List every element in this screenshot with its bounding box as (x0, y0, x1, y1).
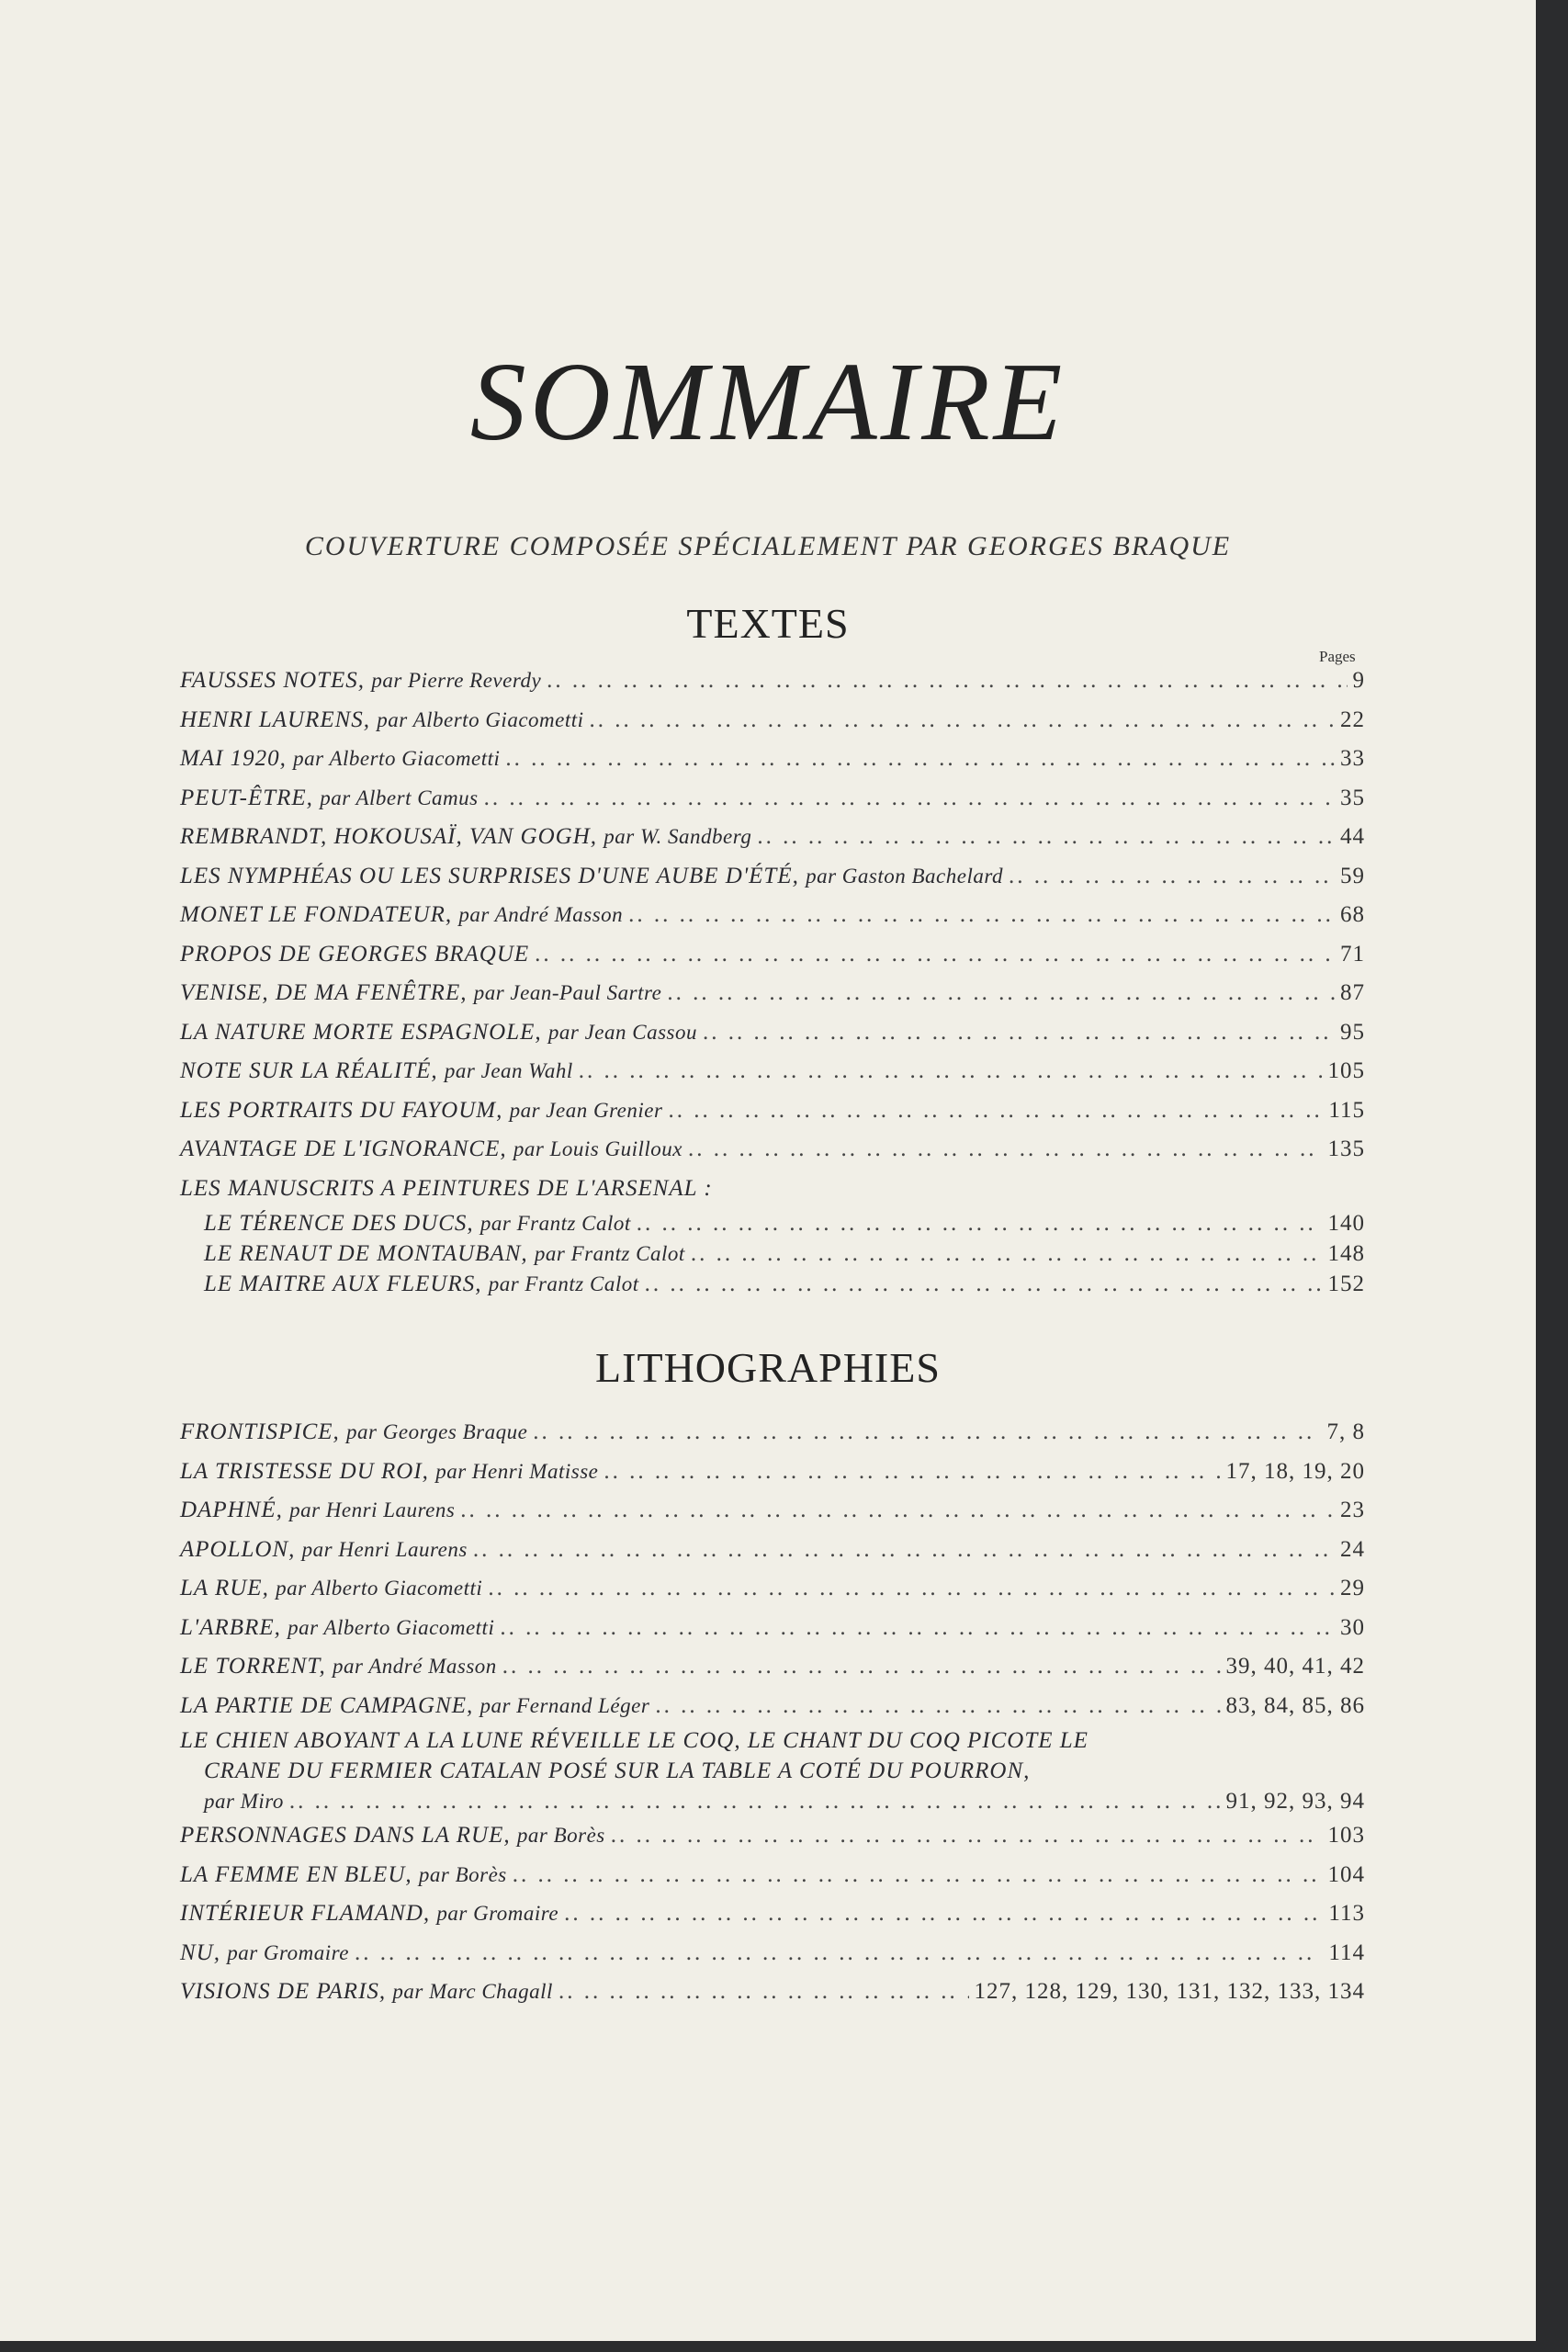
entry-title: AVANTAGE DE L'IGNORANCE, (180, 1136, 507, 1161)
dot-leader (488, 1569, 1335, 1609)
entry-author: par Henri Laurens (301, 1537, 468, 1561)
entry-page: 104 (1327, 1861, 1365, 1887)
entry-author: par André Masson (458, 903, 624, 926)
entry-title: PEUT-ÊTRE, (180, 785, 313, 810)
entry-author: par Frantz Calot (534, 1241, 685, 1265)
dot-leader (505, 740, 1335, 779)
entry-author: par Pierre Reverdy (371, 669, 542, 692)
dot-leader (611, 1816, 1323, 1856)
entry-author: par Frantz Calot (479, 1211, 631, 1235)
entry-title: LA NATURE MORTE ESPAGNOLE, (180, 1019, 542, 1045)
toc-entry (180, 818, 1365, 857)
entry-title: DAPHNÉ, (180, 1498, 283, 1522)
entry-author: par Gromaire (227, 1940, 349, 1964)
dot-leader (688, 1130, 1323, 1170)
entry-page: 115 (1328, 1097, 1365, 1123)
dot-leader (513, 1856, 1323, 1895)
dot-leader (579, 1052, 1323, 1091)
dot-leader (628, 896, 1335, 935)
toc-entry (180, 1609, 1365, 1648)
entry-author: par Jean Cassou (547, 1020, 697, 1044)
toc-entry (180, 896, 1365, 935)
entry-author: par Alberto Giacometti (377, 707, 584, 731)
lithographies-list (180, 1413, 1365, 2012)
toc-entry (180, 1687, 1365, 1726)
entry-author: par Henri Laurens (289, 1498, 456, 1521)
entry-author: par Albert Camus (320, 786, 479, 809)
entry-author: par Jean Grenier (509, 1098, 663, 1122)
entry-page: 103 (1327, 1823, 1365, 1848)
toc-entry (180, 740, 1365, 779)
entry-author: par Miro (204, 1790, 284, 1813)
entry-page: 91, 92, 93, 94 (1225, 1789, 1365, 1814)
entry-page: 35 (1340, 785, 1365, 810)
entry-author: par Gromaire (436, 1902, 559, 1925)
entry-author: par Jean Wahl (444, 1059, 573, 1082)
entry-title: VISIONS DE PARIS, (180, 1979, 387, 2004)
entry-author: par Henri Matisse (435, 1459, 599, 1483)
entry-title: LES NYMPHÉAS OU LES SURPRISES D'UNE AUBE D'ÉTÉ, (180, 863, 799, 888)
entry-title: LA RUE, (180, 1576, 269, 1600)
entry-title: LE TORRENT, (180, 1654, 326, 1679)
entry-author: par Borès (418, 1862, 507, 1886)
entry-page: 114 (1328, 1939, 1365, 1965)
entry-author: par Fernand Léger (479, 1693, 650, 1717)
toc-group-title (180, 1170, 1365, 1208)
entry-page: 29 (1340, 1576, 1365, 1600)
dot-leader (757, 818, 1335, 857)
entry-author: par Jean-Paul Sartre (473, 981, 662, 1004)
entry-page: 30 (1340, 1614, 1365, 1640)
entry-page: 23 (1340, 1498, 1365, 1522)
cover-credit: COUVERTURE COMPOSÉE SPÉCIALEMENT PAR GEORGES BRAQUE (304, 531, 1232, 561)
entry-title: FRONTISPICE, (180, 1419, 340, 1444)
toc-entry (180, 662, 1365, 701)
group-title: LES MANUSCRITS A PEINTURES DE L'ARSENAL : (180, 1175, 713, 1201)
entry-author: par Frantz Calot (488, 1272, 639, 1295)
entry-page: 22 (1340, 707, 1365, 732)
entry-page: 127, 128, 129, 130, 131, 132, 133, 134 (974, 1979, 1365, 2004)
dot-leader (484, 779, 1335, 819)
entry-title: REMBRANDT, HOKOUSAÏ, VAN GOGH, (180, 824, 598, 849)
entry-page: 87 (1340, 980, 1365, 1005)
entry-title: MAI 1920, (180, 746, 287, 771)
entry-title: NOTE SUR LA RÉALITÉ, (180, 1058, 438, 1083)
entry-title: PERSONNAGES DANS LA RUE, (180, 1823, 511, 1848)
toc-entry (180, 1816, 1365, 1856)
entry-page: 39, 40, 41, 42 (1225, 1654, 1365, 1679)
dot-leader (355, 1934, 1323, 1973)
dot-leader (502, 1647, 1221, 1687)
entry-author: par Alberto Giacometti (288, 1615, 495, 1639)
entry-author: par W. Sandberg (604, 825, 752, 848)
dot-leader (667, 974, 1335, 1013)
dot-leader (691, 1238, 1323, 1269)
entry-author: par Alberto Giacometti (276, 1577, 483, 1600)
entry-title: LE MAITRE AUX FLEURS, (204, 1271, 482, 1296)
entry-page: 9 (1352, 668, 1365, 693)
toc-entry (180, 1052, 1365, 1091)
textes-heading: TEXTES (686, 600, 850, 647)
entry-title: APOLLON, (180, 1536, 296, 1562)
entry-page: 44 (1340, 824, 1365, 849)
entry-title: PROPOS DE GEORGES BRAQUE (180, 941, 530, 967)
toc-entry (180, 1934, 1365, 1973)
dot-leader (655, 1687, 1220, 1726)
dot-leader (533, 1413, 1321, 1453)
dot-leader (604, 1453, 1220, 1492)
entry-author: par Gaston Bachelard (806, 864, 1003, 888)
entry-author: par André Masson (332, 1655, 497, 1678)
dot-leader (703, 1013, 1335, 1053)
entry-page: 24 (1340, 1536, 1365, 1562)
toc-entry (180, 1786, 1365, 1816)
entry-title: VENISE, DE MA FENÊTRE, (180, 980, 468, 1005)
toc-entry (180, 1238, 1365, 1269)
dot-leader (535, 935, 1335, 975)
entry-title: LE RENAUT DE MONTAUBAN, (204, 1240, 528, 1266)
entry-title: MONET LE FONDATEUR, (180, 902, 453, 927)
toc-entry (180, 1208, 1365, 1238)
toc-entry (180, 1269, 1365, 1299)
dot-leader (547, 662, 1347, 701)
entry-page: 148 (1327, 1240, 1365, 1266)
dot-leader (668, 1091, 1323, 1131)
dot-leader (564, 1894, 1323, 1934)
toc-entry (180, 935, 1365, 975)
toc-entry (180, 701, 1365, 741)
toc-entry-multiline (180, 1725, 1365, 1816)
entry-author: par Louis Guilloux (513, 1137, 682, 1160)
dot-leader (590, 701, 1335, 741)
entry-page: 33 (1340, 746, 1365, 771)
pages-column-label: Pages (1319, 648, 1356, 665)
toc-entry (180, 857, 1365, 897)
entry-title: LA FEMME EN BLEU, (180, 1861, 412, 1887)
entry-page: 71 (1340, 941, 1365, 967)
entry-title: LA PARTIE DE CAMPAGNE, (180, 1692, 474, 1718)
toc-entry (180, 1491, 1365, 1531)
entry-page: 68 (1340, 902, 1365, 927)
entry-title: NU, (180, 1939, 220, 1965)
dot-leader (460, 1491, 1335, 1531)
entry-page: 152 (1327, 1271, 1365, 1296)
page-title: SOMMAIRE (469, 340, 1066, 464)
toc-entry (180, 974, 1365, 1013)
entry-title: L'ARBRE, (180, 1614, 281, 1640)
lithographies-heading: LITHOGRAPHIES (595, 1344, 941, 1391)
entry-author: par Georges Braque (346, 1420, 528, 1443)
entry-title: LES PORTRAITS DU FAYOUM, (180, 1097, 503, 1123)
entry-page: 17, 18, 19, 20 (1225, 1458, 1365, 1484)
entry-author: par Borès (516, 1824, 605, 1847)
entry-title: LE TÉRENCE DES DUCS, (204, 1210, 474, 1236)
textes-list (180, 662, 1365, 1299)
entry-title-line1: LE CHIEN ABOYANT A LA LUNE RÉVEILLE LE COQ, LE CHANT DU COQ PICOTE LE (180, 1728, 1089, 1753)
dot-leader (473, 1531, 1335, 1570)
entry-author: par Marc Chagall (392, 1980, 553, 2003)
toc-entry (180, 1453, 1365, 1492)
entry-title: HENRI LAURENS, (180, 707, 371, 732)
toc-entry (180, 1091, 1365, 1131)
toc-entry (180, 1413, 1365, 1453)
entry-page: 95 (1340, 1019, 1365, 1045)
toc-entry (180, 1894, 1365, 1934)
dot-leader (645, 1269, 1323, 1299)
entry-author: par Alberto Giacometti (293, 747, 501, 770)
entry-page: 7, 8 (1326, 1419, 1365, 1444)
toc-entry (180, 1856, 1365, 1895)
entry-page: 83, 84, 85, 86 (1225, 1692, 1365, 1718)
toc-entry (180, 779, 1365, 819)
entry-title: FAUSSES NOTES, (180, 668, 366, 693)
entry-page: 59 (1340, 863, 1365, 888)
entry-page: 113 (1328, 1901, 1365, 1926)
entry-title-line2: CRANE DU FERMIER CATALAN POSÉ SUR LA TABLE A COTÉ DU POURRON, (204, 1758, 1031, 1783)
dot-leader (289, 1786, 1221, 1816)
toc-entry (180, 1569, 1365, 1609)
entry-title: INTÉRIEUR FLAMAND, (180, 1901, 431, 1926)
dot-leader (1009, 857, 1335, 897)
toc-entry (180, 1531, 1365, 1570)
dot-leader (500, 1609, 1335, 1648)
entry-page: 105 (1327, 1058, 1365, 1083)
toc-entry (180, 1013, 1365, 1053)
toc-entry (180, 1647, 1365, 1687)
dot-leader (558, 1973, 969, 2012)
entry-page: 140 (1327, 1210, 1365, 1236)
dot-leader (637, 1208, 1323, 1238)
entry-page: 135 (1327, 1136, 1365, 1161)
toc-entry (180, 1973, 1365, 2012)
toc-entry (180, 1130, 1365, 1170)
entry-title: LA TRISTESSE DU ROI, (180, 1458, 429, 1484)
